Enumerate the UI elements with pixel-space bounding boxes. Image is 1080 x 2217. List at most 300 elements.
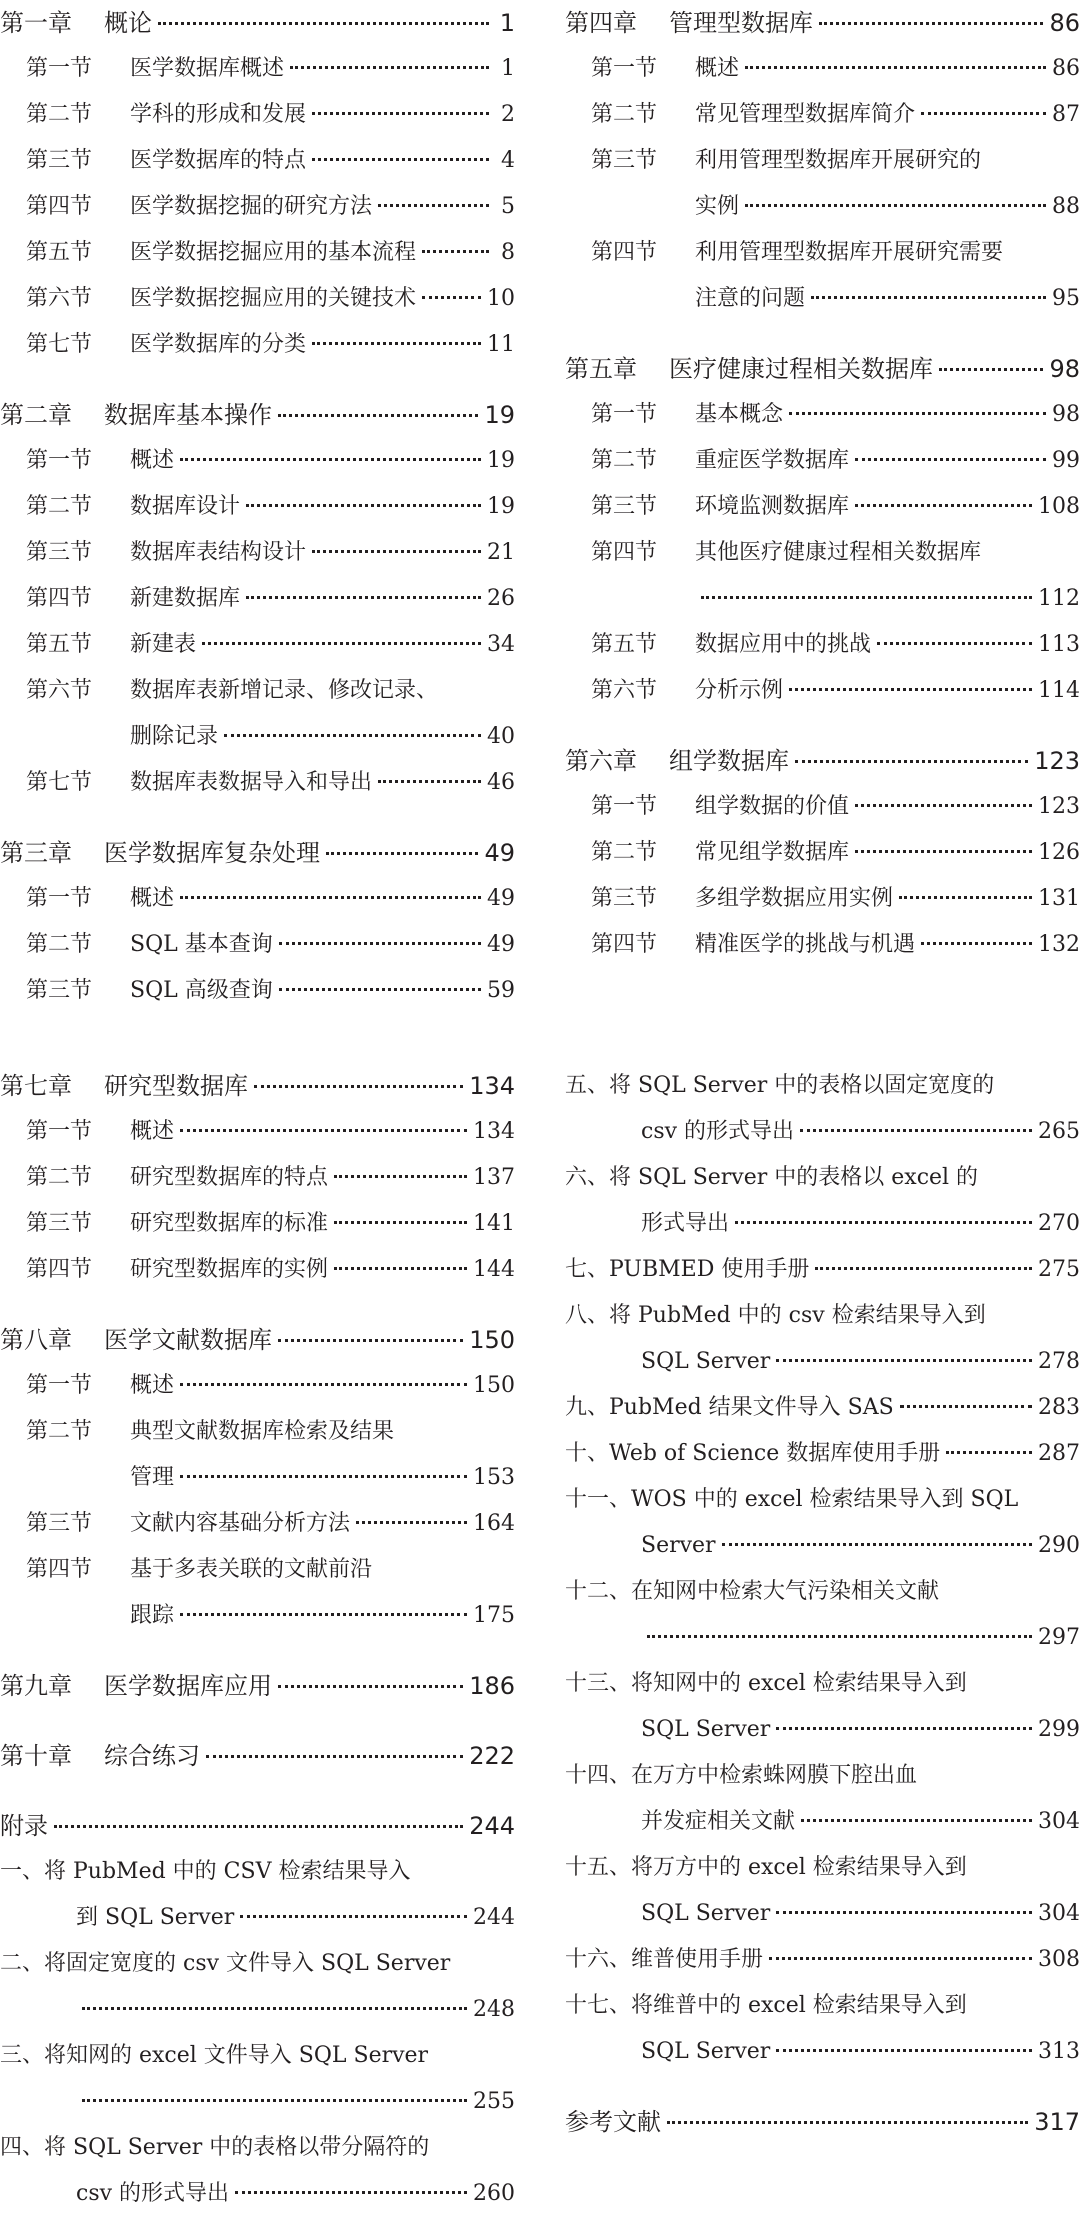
page-number: 113 [1038, 632, 1080, 657]
toc-section-row [0, 230, 515, 276]
page-number: 287 [1038, 1441, 1080, 1466]
toc-appendix-row [565, 1385, 1080, 1431]
dot-leader [776, 1727, 1032, 1730]
page-number: 290 [1038, 1533, 1080, 1558]
chapter-number: 第五章 [565, 355, 637, 383]
toc-section-row [565, 622, 1080, 668]
page-number: 153 [473, 1465, 515, 1490]
entry-title: 五、将 SQL Server 中的表格以固定宽度的 [565, 1073, 995, 1098]
toc-appendix-row [565, 1845, 1080, 1891]
dot-leader [722, 1543, 1032, 1546]
dot-leader [921, 112, 1046, 115]
toc-appendix-row [565, 1707, 1080, 1753]
entry-title: 数据库表数据导入和导出 [130, 770, 373, 795]
section-number: 第四节 [591, 540, 658, 565]
entry-title: 医学文献数据库 [104, 1326, 272, 1354]
page-number: 114 [1038, 678, 1080, 703]
page-number: 297 [1038, 1625, 1080, 1650]
entry-title: 十一、WOS 中的 excel 检索结果导入到 SQL [565, 1487, 1019, 1512]
toc-appendix-row [0, 2125, 515, 2171]
page-number: 304 [1038, 1809, 1080, 1834]
page-number: 11 [487, 332, 515, 357]
chapter-number: 第四章 [565, 9, 637, 37]
entry-title: 管理型数据库 [669, 9, 813, 37]
dot-leader [278, 414, 478, 417]
section-number: 第六节 [26, 678, 93, 703]
toc-appendix-row [0, 1895, 515, 1941]
page-number: 46 [487, 770, 515, 795]
entry-title: 医学数据库概述 [130, 56, 285, 81]
toc-appendix-row [565, 1477, 1080, 1523]
toc-appendix-row [565, 1201, 1080, 1247]
toc-section-row [565, 922, 1080, 968]
entry-title: 四、将 SQL Server 中的表格以带分隔符的 [0, 2135, 430, 2160]
entry-title: 常见管理型数据库简介 [695, 102, 916, 127]
dot-leader [819, 22, 1043, 25]
toc-section-row [565, 668, 1080, 714]
toc-section-row [0, 1201, 515, 1247]
toc-section-row [565, 392, 1080, 438]
dot-leader [246, 504, 481, 507]
dot-leader [246, 596, 481, 599]
dot-leader [180, 1129, 467, 1132]
page-number: 131 [1038, 886, 1080, 911]
entry-title: 七、PUBMED 使用手册 [565, 1257, 810, 1282]
toc-section-row [565, 438, 1080, 484]
page-number: 26 [487, 586, 515, 611]
toc-section-row [565, 138, 1080, 184]
entry-title: csv 的形式导出 [76, 2181, 230, 2206]
page-number: 86 [1049, 9, 1080, 37]
dot-leader [312, 158, 489, 161]
toc-section-row [565, 276, 1080, 322]
toc-chapter-row [565, 0, 1080, 46]
toc-appendix-row [565, 1339, 1080, 1385]
toc-section-row [565, 92, 1080, 138]
dot-leader [180, 458, 481, 461]
page-number: 126 [1038, 840, 1080, 865]
dot-leader [776, 1359, 1032, 1362]
chapter-number: 第二章 [0, 401, 72, 429]
page-number: 150 [469, 1326, 515, 1354]
page-number: 255 [473, 2089, 515, 2114]
dot-leader [855, 504, 1032, 507]
entry-title: 附录 [0, 1812, 48, 1840]
toc-section-row [0, 1155, 515, 1201]
page-number: 98 [1049, 355, 1080, 383]
toc-chapter-row [565, 346, 1080, 392]
toc-appendix-row [0, 2171, 515, 2217]
page-number: 175 [473, 1603, 515, 1628]
toc-appendix-row [565, 1615, 1080, 1661]
entry-title: 三、将知网的 excel 文件导入 SQL Server [0, 2043, 429, 2068]
section-number: 第一节 [26, 1119, 93, 1144]
dot-leader [235, 2191, 467, 2194]
toc-section-row [0, 1501, 515, 1547]
entry-title: 形式导出 [641, 1211, 730, 1236]
page-number: 2 [501, 102, 515, 127]
toc-appendix-row [565, 1799, 1080, 1845]
page-number: 248 [473, 1997, 515, 2022]
toc-section-row [0, 138, 515, 184]
page-number: 278 [1038, 1349, 1080, 1374]
toc-section-row [0, 1593, 515, 1639]
page-number: 10 [487, 286, 515, 311]
dot-leader [647, 1635, 1032, 1638]
entry-title: 常见组学数据库 [695, 840, 850, 865]
section-number: 第四节 [26, 194, 93, 219]
section-number: 第一节 [26, 886, 93, 911]
entry-title: 十六、维普使用手册 [565, 1947, 764, 1972]
dot-leader [745, 204, 1046, 207]
page-number: 132 [1038, 932, 1080, 957]
entry-title: 并发症相关文献 [641, 1809, 796, 1834]
spacer [0, 806, 515, 830]
toc-appendix-row [565, 1063, 1080, 1109]
dot-leader [82, 2099, 467, 2102]
toc-chapter-row [565, 2099, 1080, 2145]
toc-section-row [565, 484, 1080, 530]
dot-leader [202, 642, 481, 645]
dot-leader [240, 1915, 467, 1918]
toc-appendix-row [565, 1109, 1080, 1155]
entry-title: 十四、在万方中检索蛛网膜下腔出血 [565, 1763, 918, 1788]
toc-appendix-row [565, 1753, 1080, 1799]
section-number: 第四节 [591, 240, 658, 265]
chapter-number: 第十章 [0, 1742, 72, 1770]
chapter-number: 第八章 [0, 1326, 72, 1354]
entry-title: 注意的问题 [695, 286, 806, 311]
dot-leader [312, 550, 481, 553]
toc-appendix-row [565, 1155, 1080, 1201]
dot-leader [855, 850, 1032, 853]
toc-section-row [0, 622, 515, 668]
chapter-number: 第七章 [0, 1072, 72, 1100]
toc-chapter-row [565, 738, 1080, 784]
section-number: 第二节 [26, 1165, 93, 1190]
entry-title: 概论 [104, 9, 152, 37]
spacer [0, 1779, 515, 1803]
toc-section-row [0, 668, 515, 714]
entry-title: 研究型数据库的特点 [130, 1165, 329, 1190]
dot-leader [334, 1267, 467, 1270]
dot-leader [701, 596, 1032, 599]
entry-title: 数据库表结构设计 [130, 540, 307, 565]
page-number: 123 [1038, 794, 1080, 819]
toc-section-row [0, 184, 515, 230]
section-number: 第二节 [26, 494, 93, 519]
dot-leader [158, 22, 489, 25]
entry-title: 研究型数据库的标准 [130, 1211, 329, 1236]
toc-section-row [0, 922, 515, 968]
dot-leader [667, 2121, 1028, 2124]
dot-leader [801, 1819, 1032, 1822]
page-number: 304 [1038, 1901, 1080, 1926]
section-number: 第七节 [26, 332, 93, 357]
page-number: 19 [484, 401, 515, 429]
toc-section-row [0, 1109, 515, 1155]
section-number: 第一节 [26, 56, 93, 81]
dot-leader [789, 688, 1032, 691]
toc-section-row [0, 1455, 515, 1501]
toc-section-row [0, 1363, 515, 1409]
section-number: 第三节 [26, 1211, 93, 1236]
dot-leader [279, 988, 481, 991]
entry-title: 数据库表新增记录、修改记录、 [130, 678, 439, 703]
entry-title: 基于多表关联的文献前沿 [130, 1557, 373, 1582]
entry-title: 概述 [130, 886, 175, 911]
section-number: 第四节 [591, 932, 658, 957]
page-number: 34 [487, 632, 515, 657]
entry-title: 十三、将知网中的 excel 检索结果导入到 [565, 1671, 967, 1696]
page-number: 49 [487, 886, 515, 911]
spacer [565, 714, 1080, 738]
toc-section-row [0, 530, 515, 576]
page-number: 313 [1038, 2039, 1080, 2064]
dot-leader [939, 368, 1043, 371]
section-number: 第一节 [26, 1373, 93, 1398]
page-number: 112 [1038, 586, 1080, 611]
entry-title: 医学数据库应用 [104, 1672, 272, 1700]
toc-section-row [0, 714, 515, 760]
toc-appendix-row [0, 2079, 515, 2125]
page-number: 99 [1052, 448, 1080, 473]
toc-appendix-row [565, 1569, 1080, 1615]
section-number: 第五节 [591, 632, 658, 657]
page-number: 88 [1052, 194, 1080, 219]
entry-title: 删除记录 [130, 724, 219, 749]
toc-chapter-row [0, 0, 515, 46]
entry-title: 研究型数据库的实例 [130, 1257, 329, 1282]
toc-column-2 [565, 0, 1080, 968]
toc-chapter-row [0, 1663, 515, 1709]
entry-title: 利用管理型数据库开展研究需要 [695, 240, 1004, 265]
toc-appendix-row [565, 1523, 1080, 1569]
dot-leader [735, 1221, 1032, 1224]
dot-leader [378, 204, 489, 207]
section-number: 第六节 [591, 678, 658, 703]
dot-leader [278, 1685, 463, 1688]
dot-leader [745, 66, 1046, 69]
dot-leader [921, 942, 1032, 945]
entry-title: 利用管理型数据库开展研究的 [695, 148, 982, 173]
page-number: 299 [1038, 1717, 1080, 1742]
page-number: 137 [473, 1165, 515, 1190]
page-number: 21 [487, 540, 515, 565]
toc-section-row [565, 230, 1080, 276]
page-number: 49 [484, 839, 515, 867]
entry-title: 医疗健康过程相关数据库 [669, 355, 933, 383]
dot-leader [334, 1175, 467, 1178]
entry-title: 一、将 PubMed 中的 CSV 检索结果导入 [0, 1859, 411, 1884]
entry-title: 环境监测数据库 [695, 494, 850, 519]
spacer [565, 322, 1080, 346]
toc-section-row [0, 576, 515, 622]
page-number: 222 [469, 1742, 515, 1770]
page-number: 270 [1038, 1211, 1080, 1236]
section-number: 第二节 [26, 1419, 93, 1444]
entry-title: 医学数据挖掘应用的基本流程 [130, 240, 417, 265]
entry-title: 医学数据库的分类 [130, 332, 307, 357]
dot-leader [290, 66, 489, 69]
toc-appendix-row [0, 1987, 515, 2033]
toc-appendix-row [565, 1431, 1080, 1477]
page-number: 40 [487, 724, 515, 749]
dot-leader [254, 1085, 463, 1088]
section-number: 第四节 [26, 1257, 93, 1282]
toc-section-row [0, 1547, 515, 1593]
entry-title: 文献内容基础分析方法 [130, 1511, 351, 1536]
page-number: 98 [1052, 402, 1080, 427]
section-number: 第二节 [26, 102, 93, 127]
entry-title: 新建数据库 [130, 586, 241, 611]
dot-leader [800, 1129, 1032, 1132]
page-number: 19 [487, 448, 515, 473]
page-number: 244 [473, 1905, 515, 1930]
toc-column-1 [0, 0, 515, 1014]
page-number: 164 [473, 1511, 515, 1536]
entry-title: 新建表 [130, 632, 197, 657]
spacer [0, 1639, 515, 1663]
dot-leader [422, 296, 481, 299]
page-number: 108 [1038, 494, 1080, 519]
entry-title: 概述 [130, 448, 175, 473]
page-number: 134 [473, 1119, 515, 1144]
entry-title: 参考文献 [565, 2108, 661, 2136]
dot-leader [795, 760, 1028, 763]
section-number: 第二节 [591, 448, 658, 473]
dot-leader [422, 250, 489, 253]
spacer [0, 368, 515, 392]
toc-appendix-row [565, 1891, 1080, 1937]
toc-section-row [0, 438, 515, 484]
dot-leader [855, 458, 1046, 461]
entry-title: 数据库基本操作 [104, 401, 272, 429]
section-number: 第三节 [591, 494, 658, 519]
dot-leader [378, 780, 481, 783]
toc-appendix-row [565, 1661, 1080, 1707]
entry-title: 十五、将万方中的 excel 检索结果导入到 [565, 1855, 967, 1880]
page-number: 186 [469, 1672, 515, 1700]
dot-leader [356, 1521, 467, 1524]
dot-leader [776, 2049, 1032, 2052]
toc-chapter-row [0, 1733, 515, 1779]
dot-leader [877, 642, 1032, 645]
page-number: 95 [1052, 286, 1080, 311]
section-number: 第一节 [591, 56, 658, 81]
entry-title: 概述 [130, 1373, 175, 1398]
toc-section-row [565, 830, 1080, 876]
page-number: 8 [501, 240, 515, 265]
toc-column-4 [565, 1063, 1080, 2145]
page-number: 283 [1038, 1395, 1080, 1420]
dot-leader [279, 942, 481, 945]
toc-section-row [0, 92, 515, 138]
toc-section-row [0, 1409, 515, 1455]
section-number: 第一节 [26, 448, 93, 473]
section-number: 第二节 [591, 840, 658, 865]
page-number: 87 [1052, 102, 1080, 127]
dot-leader [278, 1339, 463, 1342]
toc-section-row [0, 484, 515, 530]
dot-leader [811, 296, 1046, 299]
dot-leader [54, 1825, 463, 1828]
page-number: 141 [473, 1211, 515, 1236]
entry-title: SQL 高级查询 [130, 978, 273, 1003]
page-number: 317 [1034, 2108, 1080, 2136]
toc-appendix-row [0, 1941, 515, 1987]
entry-title: 十七、将维普中的 excel 检索结果导入到 [565, 1993, 967, 2018]
entry-title: 十、Web of Science 数据库使用手册 [565, 1441, 941, 1466]
toc-section-row [0, 46, 515, 92]
section-number: 第三节 [26, 148, 93, 173]
entry-title: 到 SQL Server [76, 1905, 235, 1930]
section-number: 第七节 [26, 770, 93, 795]
entry-title: 精准医学的挑战与机遇 [695, 932, 916, 957]
page-number: 260 [473, 2181, 515, 2206]
section-number: 第四节 [26, 1557, 93, 1582]
entry-title: 医学数据挖掘应用的关键技术 [130, 286, 417, 311]
entry-title: 医学数据库的特点 [130, 148, 307, 173]
spacer [0, 1293, 515, 1317]
toc-section-row [565, 184, 1080, 230]
entry-title: 医学数据库复杂处理 [104, 839, 320, 867]
entry-title: 跟踪 [130, 1603, 175, 1628]
entry-title: 十二、在知网中检索大气污染相关文献 [565, 1579, 940, 1604]
page-number: 150 [473, 1373, 515, 1398]
toc-section-row [565, 576, 1080, 622]
section-number: 第三节 [591, 148, 658, 173]
toc-chapter-row [0, 830, 515, 876]
section-number: 第五节 [26, 240, 93, 265]
entry-title: 综合练习 [104, 1742, 200, 1770]
dot-leader [899, 896, 1032, 899]
section-number: 第六节 [26, 286, 93, 311]
entry-title: SQL Server [641, 2039, 771, 2064]
entry-title: 多组学数据应用实例 [695, 886, 894, 911]
page-number: 123 [1034, 747, 1080, 775]
page-number: 134 [469, 1072, 515, 1100]
entry-title: 组学数据库 [669, 747, 789, 775]
toc-section-row [0, 760, 515, 806]
dot-leader [180, 1613, 467, 1616]
page-number: 308 [1038, 1947, 1080, 1972]
dot-leader [855, 804, 1032, 807]
dot-leader [312, 342, 481, 345]
dot-leader [815, 1267, 1032, 1270]
entry-title: 六、将 SQL Server 中的表格以 excel 的 [565, 1165, 979, 1190]
entry-title: 概述 [130, 1119, 175, 1144]
entry-title: 实例 [695, 194, 740, 219]
toc-appendix-row [0, 2033, 515, 2079]
toc-appendix-row [565, 1293, 1080, 1339]
toc-section-row [0, 876, 515, 922]
dot-leader [776, 1911, 1032, 1914]
entry-title: 医学数据挖掘的研究方法 [130, 194, 373, 219]
toc-section-row [0, 276, 515, 322]
toc-section-row [0, 968, 515, 1014]
spacer [565, 2075, 1080, 2099]
page-number: 49 [487, 932, 515, 957]
entry-title: 组学数据的价值 [695, 794, 850, 819]
page-number: 5 [501, 194, 515, 219]
toc-appendix-row [565, 1937, 1080, 1983]
section-number: 第三节 [26, 978, 93, 1003]
entry-title: SQL 基本查询 [130, 932, 273, 957]
page-number: 86 [1052, 56, 1080, 81]
entry-title: 二、将固定宽度的 csv 文件导入 SQL Server [0, 1951, 451, 1976]
toc-column-3 [0, 1063, 515, 2217]
